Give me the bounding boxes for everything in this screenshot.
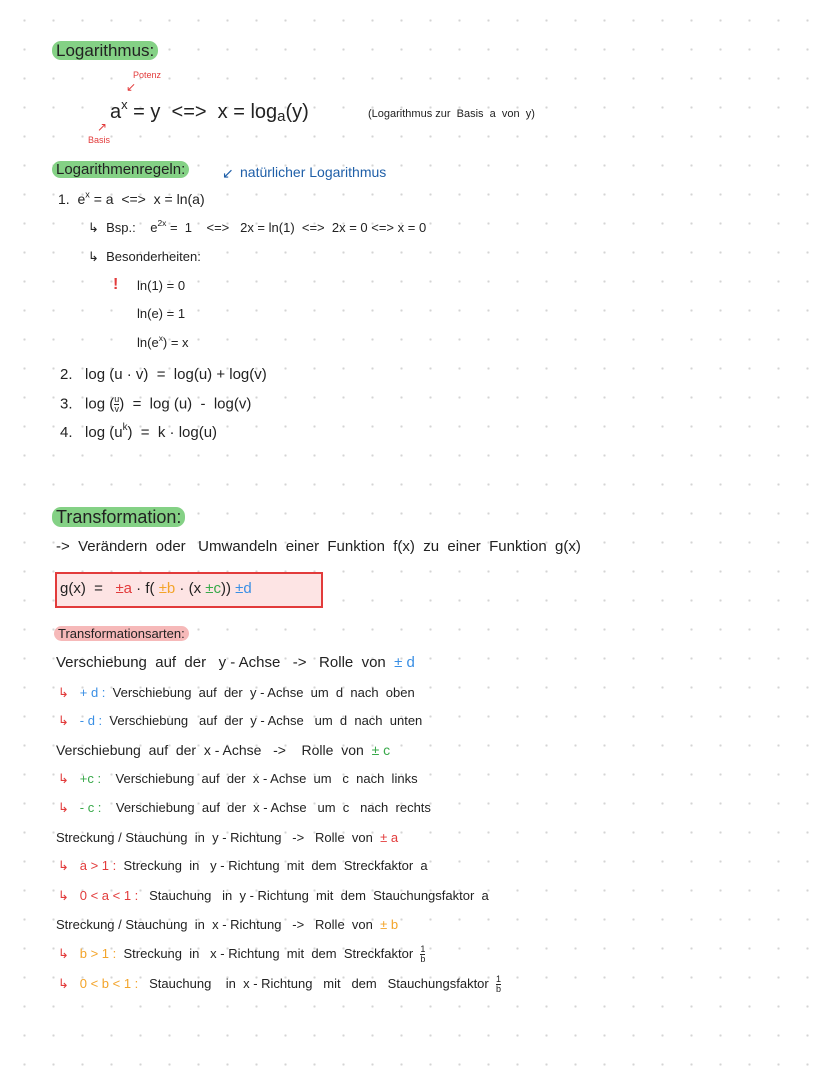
transformation-types-title: Transformationsarten:	[54, 625, 189, 643]
annotation-natural-log: natürlicher Logarithmus	[240, 164, 387, 180]
log-definition-formula: $a^x = y$ <=> $x = \log_a(y)$	[110, 96, 309, 125]
y-shift-up: ↳ + d : Verschiebung auf der y - Achse um d nach oben	[58, 685, 415, 700]
special-case-3: $\ln(e^x) = x$	[137, 333, 189, 350]
x-compress: ↳ 0 < b < 1 : Stauchung in x - Richtung mit dem Stauchungsfaktor $\frac{1}{b}$	[58, 974, 501, 995]
special-case-1: ln(1) = 0	[137, 278, 186, 293]
special-cases-label: ↳ Besonderheiten:	[88, 249, 201, 264]
section-title-transformation: Transformation:	[52, 508, 185, 526]
arrow-down-icon: ↙	[126, 80, 137, 94]
rule-3: 3. log ( $\frac{u}{v}$ ) = log (u) - log(v)	[60, 394, 252, 414]
y-stretch: ↳ a > 1 : Streckung in y - Richtung mit dem Streckfaktor a	[58, 858, 428, 873]
potenz-label: Potenz	[133, 70, 162, 80]
rule-1: 1. $e^x = a$ <=> x = ln(a)	[58, 189, 205, 207]
rule-1-example: ↳ Bsp.: $e^{2x} = 1$ <=> 2x = ln(1) <=> 2x = 0 <=> x = 0	[88, 218, 427, 235]
transformation-formula: g(x) = ±a · f( ±b · (x ±c)) ±d	[60, 580, 252, 597]
rule-2: 2. log (u · v) = log(u) + log(v)	[60, 366, 267, 383]
arrow-left-icon: ↙	[222, 165, 234, 181]
section-title-logarithmus: Logarithmus:	[52, 42, 158, 60]
log-note: (Logarithmus zur Basis a von y)	[368, 108, 535, 120]
y-stretch-heading: Streckung / Stauchung in y - Richtung -> Rolle von ± a	[56, 830, 399, 845]
x-shift-right: ↳ - c : Verschiebung auf der x - Achse um c nach rechts	[58, 800, 431, 815]
transformation-intro: -> Verändern oder Umwandeln einer Funktion f(x) zu einer Funktion g(x)	[56, 538, 581, 555]
rule-4: 4. $\log (u^k) = k \cdot \log(u)$	[60, 422, 218, 441]
basis-label: Basis	[88, 135, 111, 145]
arrow-up-icon: ↗	[97, 120, 108, 134]
warning-icon: !	[113, 276, 119, 293]
x-shift-heading: Verschiebung auf der x - Achse -> Rolle von ± c	[56, 742, 391, 758]
x-shift-left: ↳ +c : Verschiebung auf der x - Achse um c nach links	[58, 771, 418, 786]
y-shift-heading: Verschiebung auf der y - Achse -> Rolle von ± d	[56, 654, 415, 671]
special-case-2: ln(e) = 1	[137, 306, 186, 321]
x-stretch: ↳ b > 1 : Streckung in x - Richtung mit dem Streckfaktor $\frac{1}{b}$	[58, 944, 426, 965]
section-title-rules: Logarithmenregeln:	[52, 161, 189, 179]
x-stretch-heading: Streckung / Stauchung in x - Richtung -> Rolle von ± b	[56, 917, 399, 932]
y-shift-down: ↳ - d : Verschiebung auf der y - Achse um d nach unten	[58, 713, 423, 728]
y-compress: ↳ 0 < a < 1 : Stauchung in y - Richtung mit dem Stauchungsfaktor a	[58, 888, 489, 903]
